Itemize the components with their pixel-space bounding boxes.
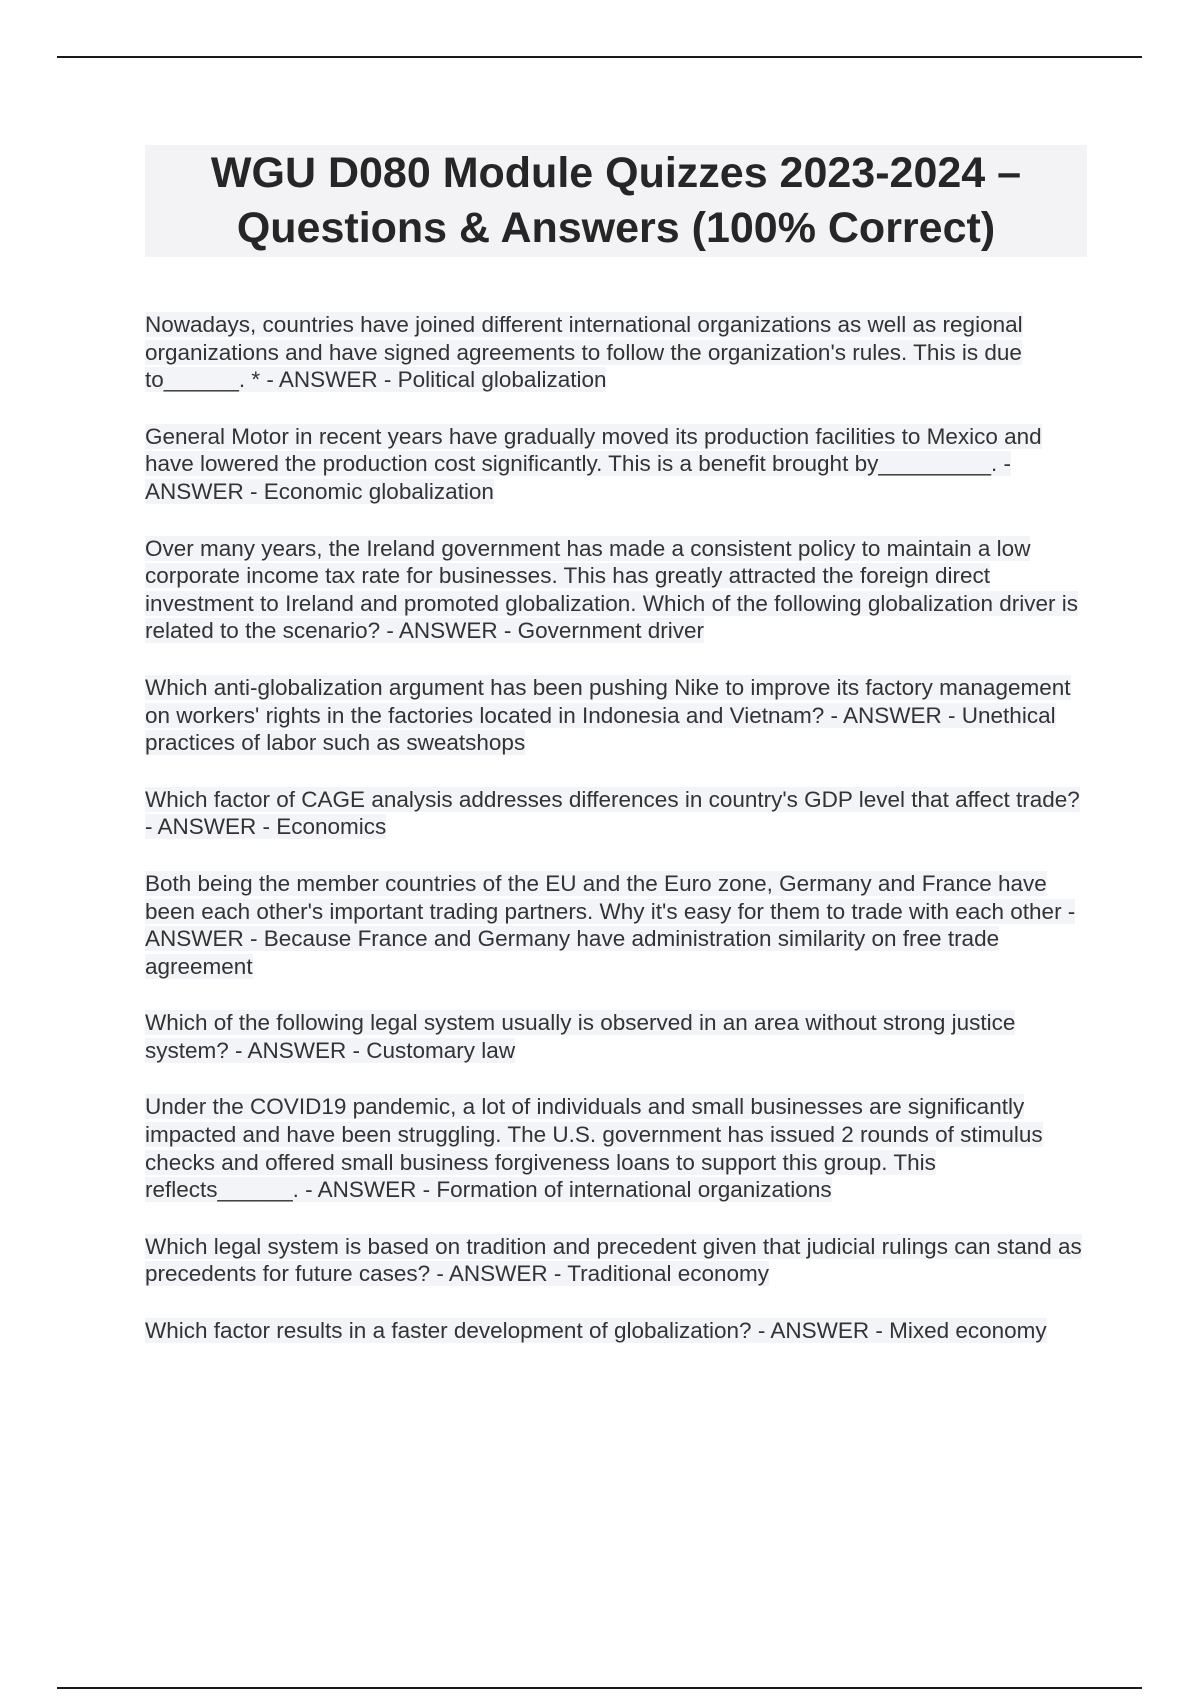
qa-text: Which of the following legal system usually is observed in an area without strong justice system? - ANSWER - Customary law: [145, 1010, 1016, 1063]
qa-text: Under the COVID19 pandemic, a lot of individuals and small businesses are significantly impacted and have been struggling. The U.S. government has issued 2 rounds of stimulus checks and offered small business forgiveness loans to support this group. This reflects______. - ANSWER - Formation of international organizations: [145, 1094, 1043, 1203]
qa-item-10: [145, 1317, 1090, 1345]
page-title-line-1: WGU D080 Module Quizzes 2023-2024 –: [210, 149, 1022, 197]
qa-text: Which anti-globalization argument has been pushing Nike to improve its factory management on workers' rights in the factories located in Indonesia and Vietnam? - ANSWER - Unethical practices of labor such as sweatshops: [145, 674, 1071, 756]
qa-text: General Motor in recent years have gradually moved its production facilities to Mexico and have lowered the production cost significantly. This is a benefit brought by_________. - ANSWER - Economic globalization: [145, 423, 1042, 504]
qa-text: Nowadays, countries have joined different international organizations as well as regional organizations and have signed agreements to follow the organization's rules. This is due to______. * - ANSWER - Political globalization: [145, 312, 1023, 393]
qa-text: Which factor of CAGE analysis addresses differences in country's GDP level that affect trade? - ANSWER - Economics: [145, 786, 1080, 840]
qa-text: Which factor results in a faster development of globalization? - ANSWER - Mixed economy: [145, 1318, 1047, 1344]
qa-item-8: [145, 1093, 1090, 1203]
qa-item-2: [145, 423, 1090, 506]
qa-text: Over many years, the Ireland government has made a consistent policy to maintain a low corporate income tax rate for businesses. This has greatly attracted the foreign direct investment to Ireland and promoted globalization. Which of the following globalization driver is related to the scenario? - ANSWER - Government driver: [145, 535, 1079, 644]
question-answer-list: [145, 311, 1090, 1374]
qa-text: Both being the member countries of the EU and the Euro zone, Germany and France have been each other's important trading partners. Why it's easy for them to trade with each other - ANSWER - Because France and Germany have administration similarity on free trade agreement: [145, 870, 1076, 979]
top-divider: [57, 56, 1142, 58]
qa-item-4: [145, 674, 1090, 757]
qa-item-9: [145, 1233, 1090, 1288]
qa-item-1: [145, 311, 1090, 394]
title-block: [145, 145, 1087, 257]
qa-item-7: [145, 1009, 1090, 1064]
qa-item-3: [145, 535, 1090, 645]
page-title-line-2: Questions & Answers (100% Correct): [236, 204, 996, 252]
qa-item-5: [145, 786, 1090, 841]
page-title: [211, 146, 1021, 256]
bottom-divider: [57, 1687, 1142, 1689]
qa-item-6: [145, 870, 1090, 980]
qa-text: Which legal system is based on tradition and precedent given that judicial rulings can stand as precedents for future cases? - ANSWER - Traditional economy: [145, 1233, 1082, 1287]
